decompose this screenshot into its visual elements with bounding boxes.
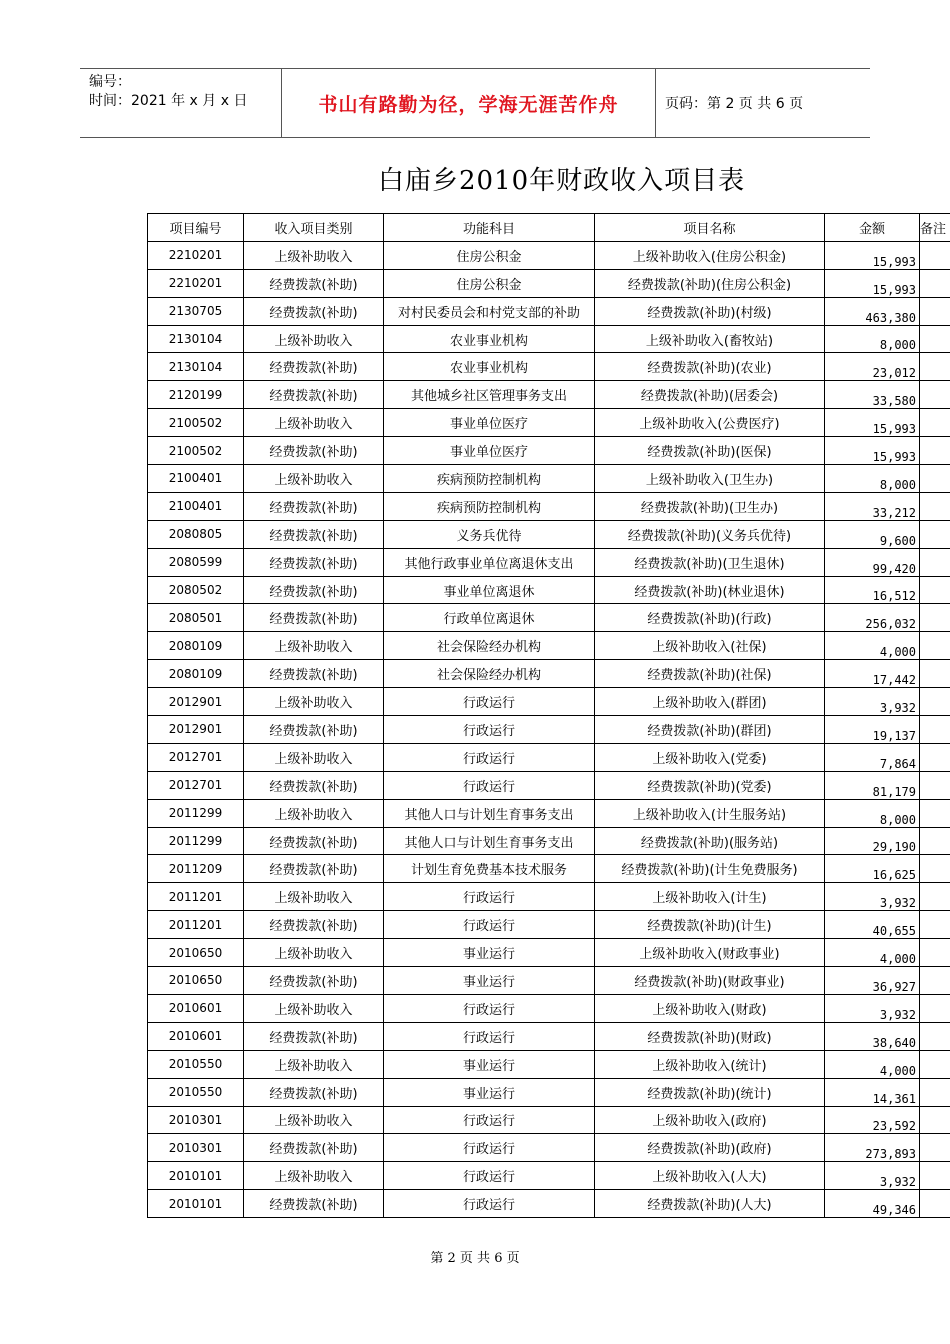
- cell-remarks: [920, 855, 950, 883]
- revenue-table: [147, 213, 950, 1218]
- cell-function-subject: 事业运行: [384, 1078, 595, 1106]
- cell-item-name: 经费拨款(补助)(服务站): [595, 827, 825, 855]
- cell-function-subject: 行政运行: [384, 1162, 595, 1190]
- cell-amount: 3,932: [825, 883, 920, 911]
- cell-income-category: 经费拨款(补助): [244, 520, 384, 548]
- cell-amount: 7,864: [825, 743, 920, 771]
- document-number-label: 编号：: [89, 74, 131, 90]
- cell-income-category: 上级补助收入: [244, 743, 384, 771]
- table-row: [148, 1190, 950, 1218]
- cell-item-code: 2010301: [148, 1134, 244, 1162]
- cell-item-code: 2011201: [148, 911, 244, 939]
- cell-item-code: 2080501: [148, 604, 244, 632]
- cell-remarks: [920, 799, 950, 827]
- cell-item-name: 上级补助收入(群团): [595, 688, 825, 716]
- cell-item-code: 2210201: [148, 269, 244, 297]
- cell-item-code: 2080502: [148, 576, 244, 604]
- cell-function-subject: 计划生育免费基本技术服务: [384, 855, 595, 883]
- cell-item-name: 经费拨款(补助)(政府): [595, 1134, 825, 1162]
- cell-item-name: 上级补助收入(人大): [595, 1162, 825, 1190]
- cell-function-subject: 行政运行: [384, 1106, 595, 1134]
- table-row: [148, 548, 950, 576]
- cell-function-subject: 事业运行: [384, 967, 595, 995]
- header-page-number: 页码：第 2 页 共 6 页: [665, 96, 804, 112]
- cell-amount: 8,000: [825, 325, 920, 353]
- cell-remarks: [920, 297, 950, 325]
- cell-remarks: [920, 437, 950, 465]
- cell-amount: 81,179: [825, 771, 920, 799]
- cell-income-category: 上级补助收入: [244, 632, 384, 660]
- cell-amount: 99,420: [825, 548, 920, 576]
- cell-item-code: 2080109: [148, 660, 244, 688]
- cell-amount: 4,000: [825, 939, 920, 967]
- cell-item-name: 经费拨款(补助)(人大): [595, 1190, 825, 1218]
- cell-income-category: 上级补助收入: [244, 1162, 384, 1190]
- cell-remarks: [920, 771, 950, 799]
- table-row: [148, 855, 950, 883]
- cell-remarks: [920, 1162, 950, 1190]
- table-row: [148, 409, 950, 437]
- cell-item-name: 经费拨款(补助)(卫生办): [595, 492, 825, 520]
- cell-function-subject: 住房公积金: [384, 241, 595, 269]
- cell-function-subject: 行政运行: [384, 1190, 595, 1218]
- cell-remarks: [920, 381, 950, 409]
- cell-function-subject: 行政运行: [384, 1022, 595, 1050]
- cell-remarks: [920, 632, 950, 660]
- cell-item-name: 经费拨款(补助)(计生免费服务): [595, 855, 825, 883]
- cell-item-code: 2010601: [148, 994, 244, 1022]
- cell-amount: 4,000: [825, 632, 920, 660]
- table-row: [148, 1134, 950, 1162]
- cell-function-subject: 事业单位医疗: [384, 409, 595, 437]
- cell-income-category: 经费拨款(补助): [244, 967, 384, 995]
- cell-function-subject: 住房公积金: [384, 269, 595, 297]
- cell-remarks: [920, 911, 950, 939]
- cell-amount: 3,932: [825, 1162, 920, 1190]
- cell-income-category: 经费拨款(补助): [244, 1078, 384, 1106]
- cell-item-name: 经费拨款(补助)(义务兵优待): [595, 520, 825, 548]
- table-row: [148, 1162, 950, 1190]
- table-row: [148, 1078, 950, 1106]
- cell-remarks: [920, 1050, 950, 1078]
- table-row: [148, 1106, 950, 1134]
- cell-income-category: 经费拨款(补助): [244, 1190, 384, 1218]
- cell-remarks: [920, 688, 950, 716]
- cell-income-category: 经费拨款(补助): [244, 827, 384, 855]
- cell-remarks: [920, 604, 950, 632]
- cell-income-category: 经费拨款(补助): [244, 855, 384, 883]
- cell-income-category: 经费拨款(补助): [244, 269, 384, 297]
- cell-amount: 15,993: [825, 241, 920, 269]
- cell-amount: 16,512: [825, 576, 920, 604]
- cell-item-name: 上级补助收入(统计): [595, 1050, 825, 1078]
- cell-income-category: 经费拨款(补助): [244, 771, 384, 799]
- cell-income-category: 上级补助收入: [244, 241, 384, 269]
- cell-function-subject: 其他城乡社区管理事务支出: [384, 381, 595, 409]
- cell-item-name: 上级补助收入(党委): [595, 743, 825, 771]
- cell-item-code: 2011299: [148, 827, 244, 855]
- cell-item-name: 经费拨款(补助)(群团): [595, 716, 825, 744]
- cell-item-code: 2012901: [148, 716, 244, 744]
- cell-amount: 33,580: [825, 381, 920, 409]
- table-row: [148, 1022, 950, 1050]
- cell-amount: 8,000: [825, 799, 920, 827]
- cell-remarks: [920, 967, 950, 995]
- cell-remarks: [920, 994, 950, 1022]
- cell-amount: 463,380: [825, 297, 920, 325]
- cell-amount: 4,000: [825, 1050, 920, 1078]
- cell-amount: 14,361: [825, 1078, 920, 1106]
- table-row: [148, 520, 950, 548]
- page-header: [80, 68, 870, 138]
- cell-function-subject: 疾病预防控制机构: [384, 492, 595, 520]
- cell-item-code: 2012701: [148, 771, 244, 799]
- cell-item-name: 上级补助收入(计生服务站): [595, 799, 825, 827]
- cell-amount: 256,032: [825, 604, 920, 632]
- table-row: [148, 353, 950, 381]
- cell-remarks: [920, 883, 950, 911]
- document-time-label: 时间：2021 年 x 月 x 日: [89, 93, 248, 109]
- cell-income-category: 上级补助收入: [244, 1050, 384, 1078]
- cell-income-category: 经费拨款(补助): [244, 716, 384, 744]
- table-row: [148, 381, 950, 409]
- cell-item-code: 2011209: [148, 855, 244, 883]
- cell-remarks: [920, 1190, 950, 1218]
- cell-item-code: 2010101: [148, 1190, 244, 1218]
- cell-item-code: 2120199: [148, 381, 244, 409]
- cell-item-name: 经费拨款(补助)(住房公积金): [595, 269, 825, 297]
- cell-remarks: [920, 1022, 950, 1050]
- cell-item-name: 上级补助收入(卫生办): [595, 465, 825, 493]
- cell-item-code: 2010550: [148, 1078, 244, 1106]
- cell-remarks: [920, 325, 950, 353]
- cell-item-name: 上级补助收入(财政): [595, 994, 825, 1022]
- cell-item-code: 2100502: [148, 409, 244, 437]
- cell-amount: 273,893: [825, 1134, 920, 1162]
- cell-function-subject: 行政运行: [384, 771, 595, 799]
- page-footer: 第 2 页 共 6 页: [430, 1251, 520, 1266]
- cell-item-name: 经费拨款(补助)(党委): [595, 771, 825, 799]
- cell-amount: 29,190: [825, 827, 920, 855]
- cell-item-name: 经费拨款(补助)(财政事业): [595, 967, 825, 995]
- cell-amount: 19,137: [825, 716, 920, 744]
- cell-remarks: [920, 576, 950, 604]
- cell-remarks: [920, 520, 950, 548]
- cell-item-code: 2130705: [148, 297, 244, 325]
- cell-income-category: 经费拨款(补助): [244, 911, 384, 939]
- cell-income-category: 上级补助收入: [244, 939, 384, 967]
- cell-item-code: 2100502: [148, 437, 244, 465]
- cell-function-subject: 事业运行: [384, 1050, 595, 1078]
- table-row: [148, 994, 950, 1022]
- cell-item-name: 经费拨款(补助)(村级): [595, 297, 825, 325]
- cell-function-subject: 其他人口与计划生育事务支出: [384, 799, 595, 827]
- cell-item-name: 经费拨款(补助)(行政): [595, 604, 825, 632]
- cell-income-category: 上级补助收入: [244, 465, 384, 493]
- cell-item-code: 2010650: [148, 939, 244, 967]
- cell-amount: 16,625: [825, 855, 920, 883]
- cell-remarks: [920, 1134, 950, 1162]
- cell-item-code: 2010601: [148, 1022, 244, 1050]
- header-meta: [80, 69, 282, 137]
- cell-amount: 33,212: [825, 492, 920, 520]
- cell-amount: 3,932: [825, 994, 920, 1022]
- cell-remarks: [920, 939, 950, 967]
- table-row: [148, 799, 950, 827]
- cell-amount: 40,655: [825, 911, 920, 939]
- table-row: [148, 325, 950, 353]
- cell-function-subject: 行政运行: [384, 1134, 595, 1162]
- cell-remarks: [920, 548, 950, 576]
- cell-function-subject: 社会保险经办机构: [384, 660, 595, 688]
- cell-amount: 3,932: [825, 688, 920, 716]
- table-row: [148, 269, 950, 297]
- cell-remarks: [920, 716, 950, 744]
- cell-income-category: 上级补助收入: [244, 883, 384, 911]
- cell-item-code: 2100401: [148, 492, 244, 520]
- cell-item-name: 上级补助收入(政府): [595, 1106, 825, 1134]
- cell-item-code: 2012701: [148, 743, 244, 771]
- cell-function-subject: 事业运行: [384, 939, 595, 967]
- table-row: [148, 492, 950, 520]
- cell-item-name: 经费拨款(补助)(统计): [595, 1078, 825, 1106]
- cell-income-category: 上级补助收入: [244, 994, 384, 1022]
- cell-item-code: 2100401: [148, 465, 244, 493]
- table-row: [148, 660, 950, 688]
- cell-amount: 23,592: [825, 1106, 920, 1134]
- cell-item-name: 上级补助收入(畜牧站): [595, 325, 825, 353]
- cell-function-subject: 其他行政事业单位离退休支出: [384, 548, 595, 576]
- cell-amount: 9,600: [825, 520, 920, 548]
- cell-remarks: [920, 409, 950, 437]
- table-row: [148, 241, 950, 269]
- table-row: [148, 576, 950, 604]
- cell-item-code: 2080805: [148, 520, 244, 548]
- cell-amount: 17,442: [825, 660, 920, 688]
- cell-income-category: 上级补助收入: [244, 799, 384, 827]
- cell-amount: 36,927: [825, 967, 920, 995]
- cell-item-name: 经费拨款(补助)(农业): [595, 353, 825, 381]
- cell-income-category: 经费拨款(补助): [244, 660, 384, 688]
- table-row: [148, 465, 950, 493]
- cell-function-subject: 社会保险经办机构: [384, 632, 595, 660]
- cell-amount: 38,640: [825, 1022, 920, 1050]
- header-item-code: 项目编号: [148, 214, 244, 242]
- cell-income-category: 上级补助收入: [244, 688, 384, 716]
- cell-income-category: 经费拨款(补助): [244, 548, 384, 576]
- cell-item-name: 上级补助收入(财政事业): [595, 939, 825, 967]
- cell-item-name: 上级补助收入(社保): [595, 632, 825, 660]
- cell-income-category: 经费拨款(补助): [244, 1134, 384, 1162]
- page-title: 白庙乡2010年财政收入项目表: [378, 166, 746, 196]
- table-row: [148, 632, 950, 660]
- cell-item-name: 经费拨款(补助)(林业退休): [595, 576, 825, 604]
- cell-function-subject: 其他人口与计划生育事务支出: [384, 827, 595, 855]
- cell-item-code: 2080599: [148, 548, 244, 576]
- table-row: [148, 939, 950, 967]
- cell-remarks: [920, 269, 950, 297]
- cell-item-code: 2130104: [148, 325, 244, 353]
- table-row: [148, 827, 950, 855]
- cell-item-name: 经费拨款(补助)(医保): [595, 437, 825, 465]
- cell-function-subject: 农业事业机构: [384, 353, 595, 381]
- cell-income-category: 经费拨款(补助): [244, 604, 384, 632]
- cell-amount: 49,346: [825, 1190, 920, 1218]
- cell-income-category: 经费拨款(补助): [244, 381, 384, 409]
- cell-remarks: [920, 743, 950, 771]
- cell-function-subject: 行政运行: [384, 716, 595, 744]
- cell-item-code: 2210201: [148, 241, 244, 269]
- cell-function-subject: 对村民委员会和村党支部的补助: [384, 297, 595, 325]
- cell-item-code: 2011299: [148, 799, 244, 827]
- cell-item-code: 2130104: [148, 353, 244, 381]
- cell-item-name: 经费拨款(补助)(计生): [595, 911, 825, 939]
- cell-income-category: 上级补助收入: [244, 409, 384, 437]
- table-body: [148, 241, 950, 1217]
- cell-income-category: 经费拨款(补助): [244, 437, 384, 465]
- cell-remarks: [920, 492, 950, 520]
- cell-item-name: 上级补助收入(公费医疗): [595, 409, 825, 437]
- cell-item-name: 上级补助收入(计生): [595, 883, 825, 911]
- cell-remarks: [920, 1106, 950, 1134]
- table-row: [148, 743, 950, 771]
- cell-function-subject: 事业单位离退休: [384, 576, 595, 604]
- cell-amount: 15,993: [825, 437, 920, 465]
- cell-remarks: [920, 465, 950, 493]
- cell-item-name: 经费拨款(补助)(社保): [595, 660, 825, 688]
- table-row: [148, 911, 950, 939]
- cell-item-name: 上级补助收入(住房公积金): [595, 241, 825, 269]
- cell-item-code: 2011201: [148, 883, 244, 911]
- cell-remarks: [920, 827, 950, 855]
- cell-function-subject: 行政运行: [384, 883, 595, 911]
- table-row: [148, 297, 950, 325]
- table-row: [148, 883, 950, 911]
- cell-function-subject: 行政运行: [384, 743, 595, 771]
- cell-amount: 15,993: [825, 269, 920, 297]
- cell-remarks: [920, 241, 950, 269]
- table-row: [148, 604, 950, 632]
- header-motto: 书山有路勤为径，学海无涯苦作舟: [282, 69, 656, 137]
- table-header-row: [148, 214, 950, 242]
- cell-item-code: 2010550: [148, 1050, 244, 1078]
- header-amount: 金额: [825, 214, 920, 242]
- table-row: [148, 1050, 950, 1078]
- cell-amount: 15,993: [825, 409, 920, 437]
- cell-item-name: 经费拨款(补助)(卫生退休): [595, 548, 825, 576]
- cell-function-subject: 行政运行: [384, 911, 595, 939]
- header-function-subject: 功能科目: [384, 214, 595, 242]
- header-remarks: 备注: [920, 214, 950, 242]
- cell-item-code: 2010650: [148, 967, 244, 995]
- cell-item-code: 2080109: [148, 632, 244, 660]
- table-row: [148, 437, 950, 465]
- cell-function-subject: 农业事业机构: [384, 325, 595, 353]
- header-income-category: 收入项目类别: [244, 214, 384, 242]
- cell-income-category: 经费拨款(补助): [244, 353, 384, 381]
- cell-income-category: 上级补助收入: [244, 325, 384, 353]
- header-item-name: 项目名称: [595, 214, 825, 242]
- revenue-table-container: [147, 213, 950, 1218]
- cell-income-category: 上级补助收入: [244, 1106, 384, 1134]
- cell-item-name: 经费拨款(补助)(居委会): [595, 381, 825, 409]
- cell-income-category: 经费拨款(补助): [244, 492, 384, 520]
- table-row: [148, 967, 950, 995]
- cell-function-subject: 事业单位医疗: [384, 437, 595, 465]
- cell-amount: 23,012: [825, 353, 920, 381]
- cell-item-code: 2012901: [148, 688, 244, 716]
- cell-function-subject: 行政运行: [384, 994, 595, 1022]
- cell-function-subject: 行政单位离退休: [384, 604, 595, 632]
- cell-income-category: 经费拨款(补助): [244, 297, 384, 325]
- cell-remarks: [920, 353, 950, 381]
- cell-function-subject: 义务兵优待: [384, 520, 595, 548]
- cell-item-code: 2010301: [148, 1106, 244, 1134]
- table-row: [148, 688, 950, 716]
- cell-income-category: 经费拨款(补助): [244, 576, 384, 604]
- cell-item-code: 2010101: [148, 1162, 244, 1190]
- cell-function-subject: 疾病预防控制机构: [384, 465, 595, 493]
- cell-income-category: 经费拨款(补助): [244, 1022, 384, 1050]
- cell-remarks: [920, 1078, 950, 1106]
- cell-item-name: 经费拨款(补助)(财政): [595, 1022, 825, 1050]
- cell-amount: 8,000: [825, 465, 920, 493]
- cell-function-subject: 行政运行: [384, 688, 595, 716]
- cell-remarks: [920, 660, 950, 688]
- table-row: [148, 771, 950, 799]
- table-row: [148, 716, 950, 744]
